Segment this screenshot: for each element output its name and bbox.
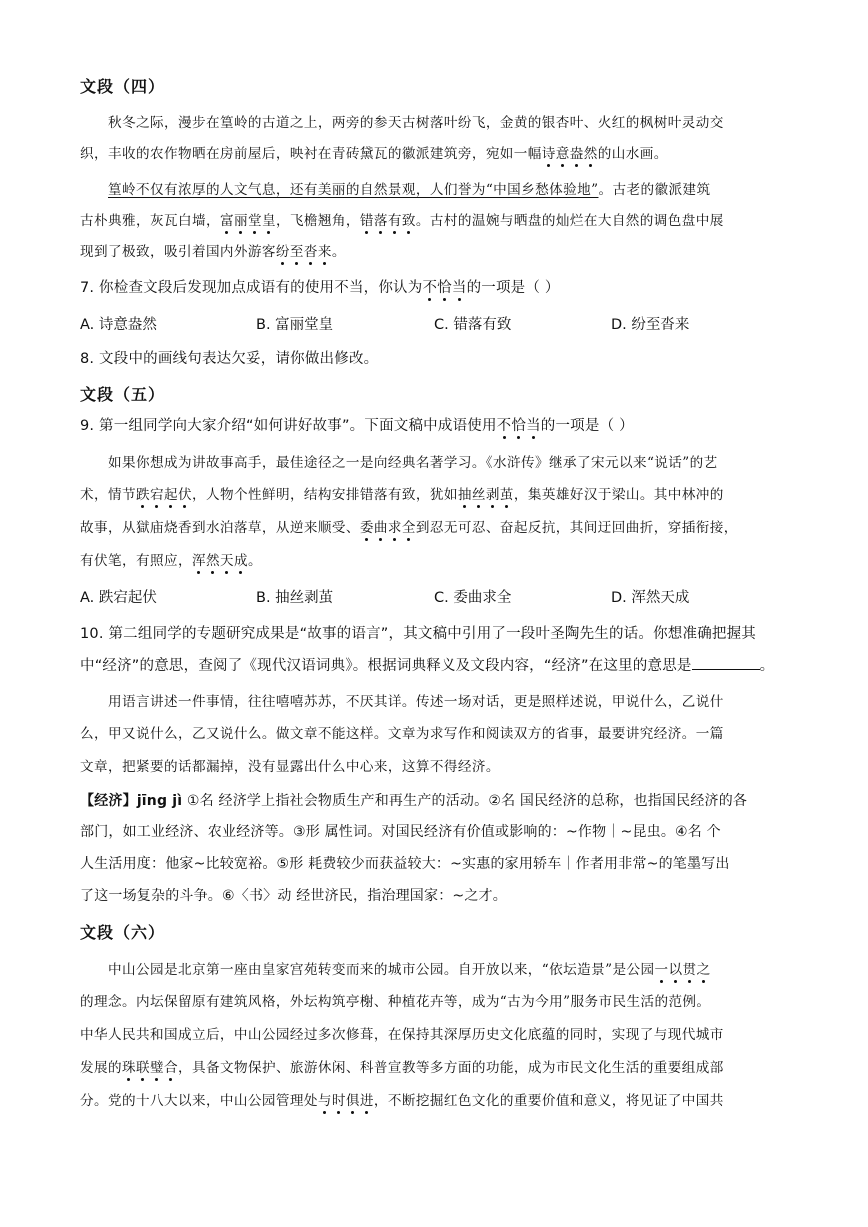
underlined-sentence: 篁岭不仅有浓厚的人文气息，还有美丽的自然景观，人们誉为“中国乡愁体验地” [108, 182, 599, 198]
quote-line: 文章，把紧要的话都漏掉，没有显露出什么中心来，这算不得经济。 [80, 759, 500, 775]
question-7-options [80, 313, 792, 333]
quote-line: 用语言讲述一件事情，往往嘻嘻苏苏，不厌其详。传述一场对话，更是照样述说，甲说什么，乙说什 [108, 694, 724, 710]
dictionary-entry-line: 部门，如工业经济、农业经济等。③形 属性词。对国民经济有价值或影响的：~作物｜~昆虫。④名 个 [80, 824, 721, 840]
question-9-options [80, 586, 792, 606]
option-c[interactable]: C. 委曲求全 [434, 590, 512, 606]
dictionary-entry-line: 人生活用度：他家~比较宽裕。⑤形 耗费较少而获益较大：~实惠的家用轿车｜作者用非常~的笔墨写出 [80, 856, 730, 872]
passage-5-line: 术，情节跌宕起伏，人物个性鲜明，结构安排错落有致，犹如抽丝剥茧，集英雄好汉于梁山。其中林冲的 [80, 487, 724, 503]
passage-4-line: 篁岭不仅有浓厚的人文气息，还有美丽的自然景观，人们誉为“中国乡愁体验地”。古老的徽派建筑 [108, 182, 711, 198]
passage-4-line: 现到了极致，吸引着国内外游客纷至沓来。 [80, 244, 346, 260]
option-b[interactable]: B. 富丽堂皇 [256, 317, 334, 333]
option-a[interactable]: A. 跌宕起伏 [80, 590, 157, 606]
option-d[interactable]: D. 纷至沓来 [611, 317, 690, 333]
dotted-idiom: 一以贯之 [654, 962, 711, 978]
dotted-idiom: 纷至沓来 [275, 244, 332, 260]
quote-line: 么，甲又说什么，乙又说什么。做文章不能这样。文章为求写作和阅读双方的省事，最要讲究经济。一篇 [80, 726, 724, 742]
dotted-idiom: 富丽堂皇 [219, 213, 276, 229]
dictionary-entry-line: 【经济】jīng jì ①名 经济学上指社会物质生产和再生产的活动。②名 国民经济的总称，也指国民经济的各 [80, 793, 748, 809]
section-4-heading: 文段（四） [80, 77, 166, 96]
dotted-idiom: 浑然天成 [191, 553, 248, 569]
answer-blank[interactable] [692, 655, 760, 670]
dotted-word: 不恰当 [496, 418, 541, 434]
dotted-word: 不恰当 [422, 280, 467, 296]
passage-6-line: 发展的珠联璧合，具备文物保护、旅游休闲、科普宣教等多方面的功能，成为市民文化生活的重要组成部 [80, 1060, 724, 1076]
dotted-idiom: 珠联璧合 [121, 1060, 178, 1076]
question-8: 8. 文段中的画线句表达欠妥，请你做出修改。 [80, 351, 379, 367]
passage-6-line: 分。党的十八大以来，中山公园管理处与时俱进，不断挖掘红色文化的重要价值和意义，将见证了中国共 [80, 1093, 724, 1109]
passage-6-line: 中华人民共和国成立后，中山公园经过多次修葺，在保持其深厚历史文化底蕴的同时，实现了与现代城市 [80, 1027, 724, 1043]
section-5-heading: 文段（五） [80, 385, 166, 404]
passage-5-line: 故事，从獄庙烧香到水泊落草，从逆来顺受、委曲求全到忍无可忍、奋起反抗，其间迂回曲折，穿插衔接， [80, 520, 738, 536]
question-10-line: 10. 第二组同学的专题研究成果是“故事的语言”，其文稿中引用了一段叶圣陶先生的话。你想准确把握其 [80, 626, 756, 642]
option-a[interactable]: A. 诗意盎然 [80, 317, 157, 333]
passage-4-line: 织，丰收的农作物晒在房前屋后，映衬在青砖黛瓦的徽派建筑旁，宛如一幅诗意盎然的山水画。 [80, 146, 668, 162]
dotted-idiom: 错落有致 [359, 213, 416, 229]
dotted-idiom: 诗意盎然 [541, 146, 598, 162]
question-9: 9. 第一组同学向大家介绍“如何讲好故事”。下面文稿中成语使用不恰当的一项是（ ） [80, 418, 634, 434]
dotted-idiom: 与时俱进 [317, 1093, 374, 1109]
option-b[interactable]: B. 抽丝剥茧 [256, 590, 334, 606]
passage-6-line: 的理念。内坛保留原有建筑风格，外坛构筑亭榭、种植花卉等，成为“古为今用”服务市民生活的范例。 [80, 994, 711, 1010]
passage-4-line: 秋冬之际，漫步在篁岭的古道之上，两旁的参天古树落叶纷飞，金黄的银杏叶、火红的枫树叶灵动交 [108, 115, 724, 131]
dictionary-entry-line: 了这一场复杂的斗争。⑥〈书〉动 经世济民，指治理国家：~之才。 [80, 888, 507, 904]
dotted-idiom: 跌宕起伏 [135, 487, 192, 503]
section-6-heading: 文段（六） [80, 923, 166, 942]
passage-6-line: 中山公园是北京第一座由皇家宫苑转变而来的城市公园。自开放以来，“依坛造景”是公园一以贯之 [108, 962, 711, 978]
passage-5-line: 如果你想成为讲故事高手，最佳途径之一是向经典名著学习。《水浒传》继承了宋元以来“说话”的艺 [108, 455, 718, 471]
option-d[interactable]: D. 浑然天成 [611, 590, 690, 606]
question-7: 7. 你检查文段后发现加点成语有的使用不当，你认为不恰当的一项是（ ） [80, 280, 560, 296]
passage-5-line: 有伏笔，有照应，浑然天成。 [80, 553, 262, 569]
dotted-idiom: 委曲求全 [359, 520, 416, 536]
question-10-line: 中“经济”的意思，查阅了《现代汉语词典》。根据词典释义及文段内容，“经济”在这里的意思是 。 [80, 654, 792, 675]
passage-4-line: 古朴典雅，灰瓦白墙，富丽堂皇，飞檐翘角，错落有致。古村的温婉与晒盘的灿烂在大自然的调色盘中展 [80, 213, 724, 229]
dotted-idiom: 抽丝剥茧 [457, 487, 514, 503]
option-c[interactable]: C. 错落有致 [434, 317, 512, 333]
